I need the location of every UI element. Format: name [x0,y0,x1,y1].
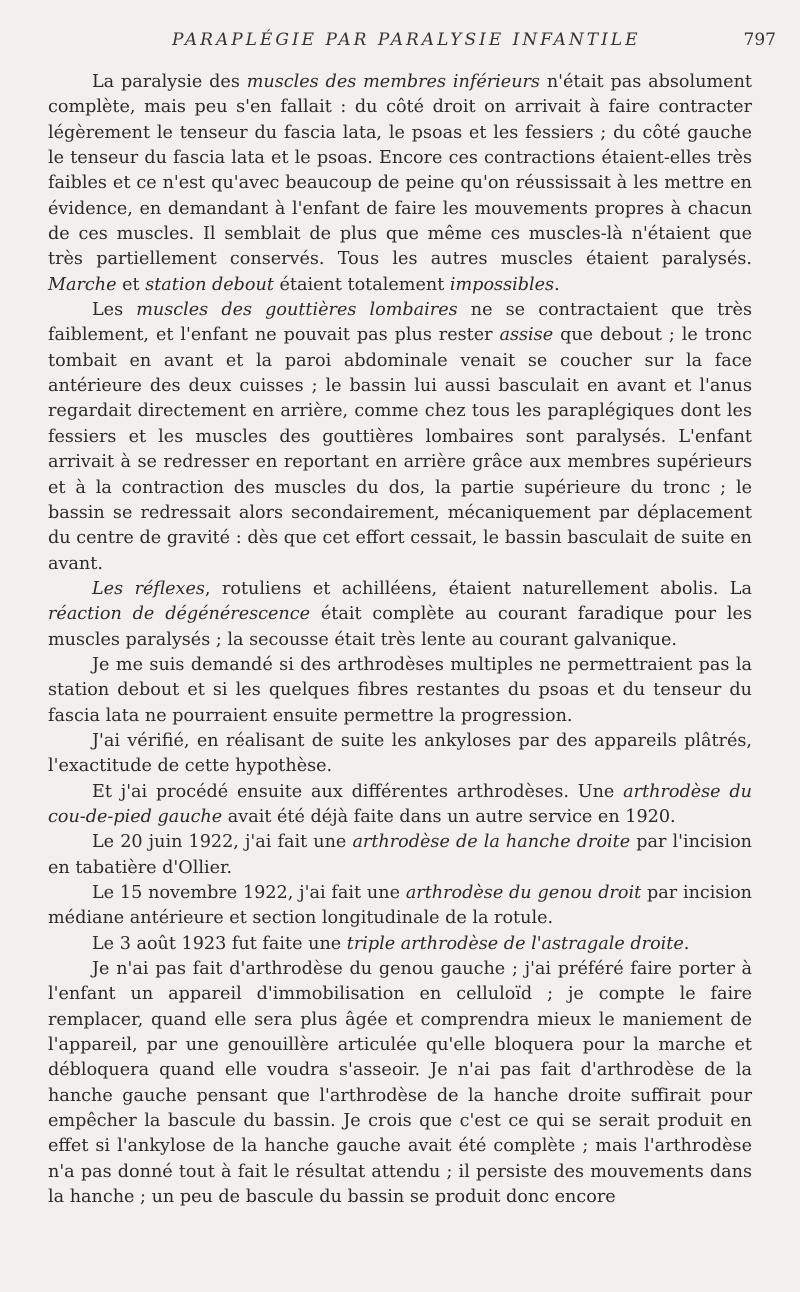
text-run: , rotuliens et achilléens, étaient naturellement abolis. La [204,578,752,599]
body-text [48,70,752,1210]
paragraph [48,881,752,932]
text-run: . [554,274,560,295]
paragraph [48,729,752,780]
text-run: par l'incision en tabatière d'Ollier. [48,832,752,878]
text-run: Le 20 juin 1922, j'ai fait une [92,832,353,853]
italic-run: station debout [145,274,274,295]
italic-run: assise [499,325,554,346]
page-header [48,30,776,54]
text-run: étaient totalement [273,274,450,295]
paragraph [48,932,752,957]
text-run: Le 3 août 1923 fut faite une [92,933,347,954]
italic-run: réaction de dégénérescence [48,604,310,625]
text-run: ne se contractaient que très faiblement, et l'enfant ne pouvait pas plus rester [48,300,752,346]
paragraph [48,70,752,298]
text-run: J'ai vérifié, en réalisant de suite les ankyloses par des appareils plâtrés, l'exactitude de cette hypothèse. [48,730,752,777]
text-run: Je n'ai pas fait d'arthrodèse du genou gauche ; j'ai préféré faire porter à l'enfant un appareil d'immobilisation en celluloïd ; je compte le faire remplacer, quand elle sera plus âgée et comprendra mieux le maniement de l'appareil, par une genouillère articulée qu'elle bloquera pour la marche et débloquera quand elle voudra s'asseoir. Je n'ai pas fait d'arthrodèse de la hanche gauche pensant que l'arthrodèse de la hanche droite suffirait pour empêcher la bascule du bassin. Je crois que c'est ce qui se serait produit en effet si l'ankylose de la hanche gauche avait été complète ; mais l'arthrodèse n'a pas donné tout à fait le résultat attendu ; il persiste des mouvements dans la hanche ; un peu de bascule du bassin se produit donc encore [48,959,752,1208]
italic-run: triple arthrodèse de l'astragale droite [346,933,684,954]
paragraph [48,298,752,577]
text-run: n'était pas absolument complète, mais peu s'en fallait : du côté droit on arrivait à faire contracter légèrement le tenseur du fascia lata, le psoas et les fessiers ; du côté gauche le tenseur du fascia lata et le psoas. Encore ces contractions étaient-elles très faibles et ce n'est qu'avec beaucoup de peine qu'on réussissait à les mettre en évidence, en demandant à l'enfant de faire les mouvements propres à chacun de ces muscles. Il semblait de plus que même ces muscles-là n'étaient que très partiellement conservés. Tous les autres muscles étaient paralysés. [48,72,752,270]
italic-run: arthrodèse de la hanche droite [352,832,631,853]
italic-run: Marche [48,274,117,295]
text-run: par incision médiane antérieure et section longitudinale de la rotule. [48,883,752,929]
text-run: était complète au courant faradique pour les muscles paralysés ; la secousse était très lente au courant galvanique. [48,604,752,650]
page-number: 797 [743,30,776,50]
italic-run: muscles des gouttières lombaires [136,300,458,321]
text-run: que debout ; le tronc tombait en avant et la paroi abdominale venait se coucher sur la face antérieure des deux cuisses ; le bassin lui aussi basculait en avant et l'anus regardait directement en arrière, comme chez tous les paraplégiques dont les fessiers et les muscles des gouttières lombaires sont paralysés. L'enfant arrivait à se redresser en reportant en arrière grâce aux membres supérieurs et à la contraction des muscles du dos, la partie supérieure du tronc ; le bassin se redressait alors secondairement, mécaniquement par déplacement du centre de gravité : dès que cet effort cessait, le bassin basculait de suite en avant. [48,325,753,574]
text-run: Le 15 novembre 1922, j'ai fait une [92,883,406,903]
italic-run: Les réflexes [92,578,205,599]
italic-run: muscles des membres inférieurs [246,72,540,92]
text-run: avait été déjà faite dans un autre service en 1920. [222,806,676,827]
text-run: Je me suis demandé si des arthrodèses multiples ne permettraient pas la station debout et si les quelques fibres restantes du psoas et du tenseur du fascia lata ne pourraient ensuite permettre la progression. [48,654,752,726]
italic-run: impossibles [449,274,555,295]
text-run: Les [92,300,137,321]
paragraph [48,830,752,881]
paragraph [48,577,752,653]
paragraph [48,957,752,1210]
text-run: Et j'ai procédé ensuite aux différentes arthrodèses. Une [92,781,624,802]
text-run: . [683,933,690,954]
text-run: La paralysie des [92,72,247,92]
running-title: PARAPLÉGIE PAR PARALYSIE INFANTILE [172,30,641,50]
paragraph [48,653,752,729]
text-run: et [116,274,146,295]
italic-run: arthrodèse du cou-de-pied gauche [48,781,753,827]
italic-run: arthrodèse du genou droit [405,883,642,903]
paragraph [48,780,752,831]
